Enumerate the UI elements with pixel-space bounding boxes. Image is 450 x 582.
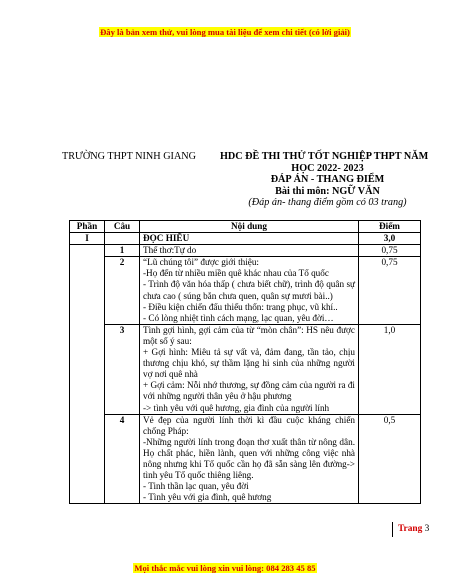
page-count-note: (Đáp án- thang điểm gồm có 03 trang) (248, 197, 407, 209)
table-row (70, 414, 421, 504)
answer-line: Thể thơ:Tự do (143, 245, 197, 256)
question-number: 1 (105, 245, 140, 257)
table-row (70, 324, 421, 414)
contact-notice: Mọi thắc mắc vui lòng xin vui lòng: 084 283 45 85 (134, 563, 316, 573)
section-score: 3,0 (359, 233, 421, 245)
question-number: 2 (105, 257, 140, 325)
table-header-row (70, 221, 421, 233)
answer-line: “Lũ chúng tôi” được giới thiệu: (143, 257, 259, 268)
col-header-content: Nội dung (140, 221, 359, 233)
answer-table (69, 220, 421, 504)
answer-key-title: ĐÁP ÁN - THANG ĐIỂM (270, 174, 385, 186)
answer-line: Vẻ đẹp của người lính thời kì đầu cuộc kháng chiến chống Pháp: (143, 414, 355, 436)
col-header-question: Câu (105, 221, 140, 233)
exam-title-line-2: HỌC 2022- 2023 (291, 162, 364, 174)
school-name: TRƯỜNG THPT NINH GIANG (62, 151, 197, 162)
answer-content (140, 245, 359, 257)
answer-line: -Họ đến từ nhiều miền quê khác nhau của Tổ quốc (143, 268, 329, 279)
question-score: 1,0 (359, 324, 421, 414)
col-header-part: Phần (70, 221, 105, 233)
question-number: 3 (105, 324, 140, 414)
answer-content (140, 324, 359, 414)
answer-line: + Gợi cảm: Nỗi nhớ thương, sự đồng cảm của người ra đi với những người thân yêu ở hậu phương (143, 380, 355, 402)
section-empty-cell (105, 233, 140, 245)
exam-title-block (205, 151, 450, 209)
page-label: Trang (398, 524, 423, 534)
question-score: 0,75 (359, 257, 421, 325)
answer-line: -Những người lính trong đoạn thơ xuất thân từ nông dân. Họ chất phác, hiền lành, quen với những công việc nhà nông nhưng khi Tổ quốc cần họ đã sẵn sàng lên đường-> tình yêu Tổ quốc thiêng liêng. (143, 436, 355, 481)
answer-line: - Tinh thần lạc quan, yêu đời (143, 481, 249, 492)
exam-title-line-1: HDC ĐỀ THI THỬ TỐT NGHIỆP THPT NĂM (220, 151, 429, 162)
section-title: ĐỌC HIỂU (140, 233, 359, 245)
answer-line: - Điều kiện chiến đấu thiếu thốn: trang phục, vũ khí.. (143, 301, 338, 312)
answer-line: - Có lòng nhiệt tình cách mạng, lạc quan, yêu đời… (143, 312, 334, 323)
page-number (392, 522, 429, 537)
answer-line: - Tình yêu với gia đình, quê hương (143, 492, 272, 503)
col-header-score: Điểm (359, 221, 421, 233)
answer-content (140, 257, 359, 325)
answer-line: - Trình độ văn hóa thấp ( chưa biết chữ), trình độ quân sự chưa cao ( súng bắn chưa quen, quân sự mươi bài..) (143, 279, 355, 301)
page-number-value: 3 (424, 524, 430, 534)
section-row (70, 233, 421, 245)
answer-line: -> tình yêu với quê hương, gia đình của người lính (143, 402, 330, 413)
answer-line: Tình gợi hình, gợi cảm của từ “mòn chân”: HS nêu được một số ý sau: (143, 324, 355, 346)
table-row (70, 257, 421, 325)
question-number: 4 (105, 414, 140, 504)
preview-notice: Đây là bản xem thử, vui lòng mua tài liệu để xem chi tiết (có lời giải) (100, 27, 350, 37)
table-row (70, 245, 421, 257)
section-part: I (70, 233, 105, 245)
question-score: 0,75 (359, 245, 421, 257)
answer-content (140, 414, 359, 504)
question-score: 0,5 (359, 414, 421, 504)
subject-title: Bài thi môn: NGỮ VĂN (275, 185, 380, 197)
answer-line: + Gợi hình: Miêu tả sự vất vả, đảm đang, tần tảo, chịu thương chịu khó, sự thầm lặng hi sinh của những người vợ nơi quê nhà (143, 347, 355, 380)
part-cell (70, 245, 105, 504)
